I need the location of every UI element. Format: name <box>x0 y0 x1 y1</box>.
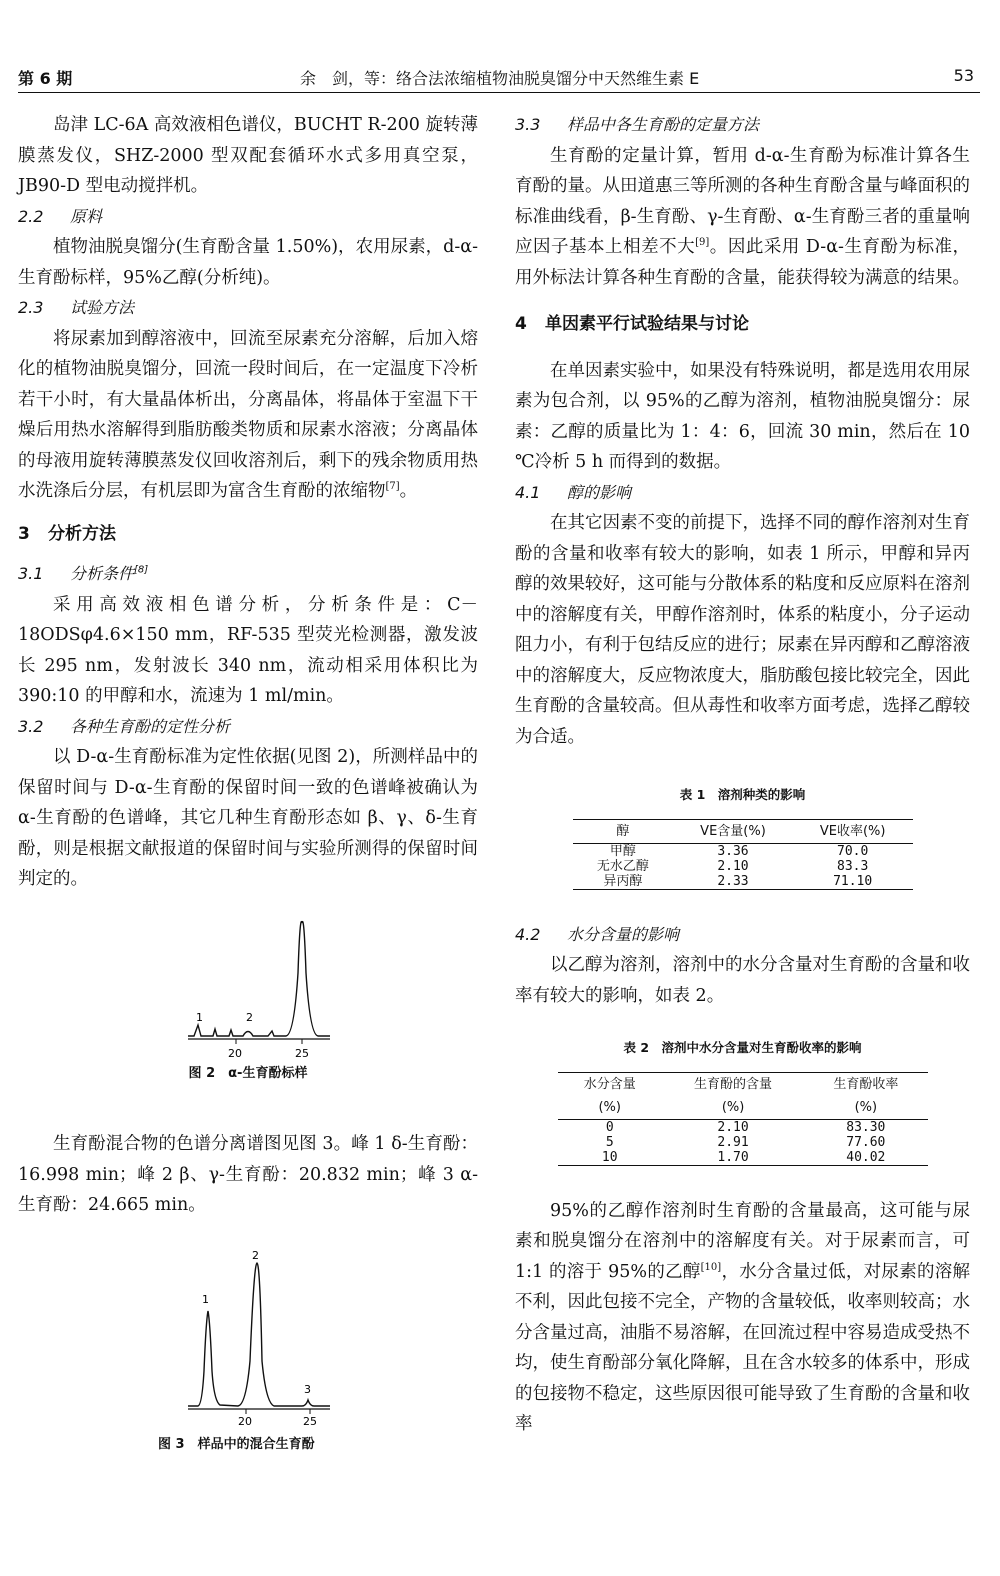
section-number: 4 <box>515 314 527 334</box>
section-number: 3.2 <box>18 716 44 736</box>
section-4-1-heading <box>515 478 970 509</box>
running-header <box>18 64 980 93</box>
section-title: 水分含量的影响 <box>567 924 680 944</box>
table-unit-cell: (%) <box>598 1099 621 1115</box>
figure-3-caption: 图 3 样品中的混合生育酚 <box>158 1436 315 1452</box>
alcohol-paragraph: 在其它因素不变的前提下，选择不同的醇作溶剂对生育酚的含量和收率有较大的影响，如表 1 所示，甲醇和异丙醇的效果较好，这可能与分散体系的粘度和反应原料在溶剂中的溶解度有关，甲醇作溶剂时，体系的粘度小，分子运动阻力小，有利于包结反应的进行；尿素在异丙醇和乙醇溶液中的溶解度大，反应物浓度大，脂肪酸包接比较完全，因此生育酚的含量较高。但从毒性和收率方面考虑，选择乙醇较为合适。 <box>515 513 970 747</box>
table-header-cell: 醇 <box>616 823 630 839</box>
section-title: 单因素平行试验结果与讨论 <box>545 314 749 334</box>
quant-text-1: 生育酚的定量计算，暂用 d-α-生育酚为标准计算各生育酚的量。从田道惠三等所测的各种生育酚含量与峰面积的标准曲线看，β-生育酚、γ-生育酚、α-生育酚三者的重量响应因子基本上相差不大 <box>515 145 970 257</box>
section-title: 分析方法 <box>48 523 116 544</box>
table-unit-cell: (%) <box>854 1099 878 1115</box>
section-title: 各种生育酚的定性分析 <box>70 716 231 736</box>
peak-label-2: 2 <box>246 1010 253 1024</box>
section-4-2-heading <box>515 920 970 951</box>
conditions-paragraph: 采用高效液相色谱分析，分析条件是：C－18ODSφ4.6×150 mm，RF-535 型荧光检测器，激发波长 295 nm，发射波长 340 nm，流动相采用体积比为 390:10 的甲醇和水，流速为 1 ml/min。 <box>18 594 478 706</box>
table-2-caption: 表 2 溶剂中水分含量对生育酚收率的影响 <box>623 1040 862 1055</box>
section-3-3-heading <box>515 110 970 141</box>
section-2-2-heading <box>18 202 478 233</box>
table-1-grid <box>573 819 913 890</box>
quantitative-paragraph <box>515 141 970 294</box>
figure-2 <box>18 913 478 1090</box>
table-cell: 2.33 <box>717 873 749 889</box>
x-tick-label: 20 <box>238 1414 252 1426</box>
table-cell: 异丙醇 <box>603 873 643 889</box>
table-header-cell: 生育酚收率 <box>833 1076 899 1092</box>
figure-2-chromatogram <box>18 913 478 1063</box>
section-title: 醇的影响 <box>567 482 632 502</box>
table-cell: 10 <box>601 1149 618 1165</box>
water-paragraph: 以乙醇为溶剂，溶剂中的水分含量对生育酚的含量和收率有较大的影响，如表 2。 <box>515 955 970 1006</box>
table-1-caption: 表 1 溶剂种类的影响 <box>679 787 806 802</box>
discussion-paragraph <box>515 1196 970 1440</box>
table-row <box>573 843 913 859</box>
table-header-cell: 水分含量 <box>583 1076 636 1092</box>
s4-intro-paragraph: 在单因素实验中，如果没有特殊说明，都是选用农用尿素为包合剂，以 95%的乙醇为溶剂，植物油脱臭馏分：尿素：乙醇的质量比为 1：4：6，回流 30 min，然后在 10 ℃冷析 5 h 而得到的数据。 <box>515 360 970 472</box>
section-number: 3.3 <box>515 115 541 134</box>
citation-ref: [8] <box>134 564 149 576</box>
section-number: 3 <box>18 523 30 544</box>
table-cell: 无水乙醇 <box>596 858 649 874</box>
instruments-paragraph: 岛津 LC-6A 高效液相色谱仪，BUCHT R-200 旋转薄膜蒸发仪，SHZ-2000 型双配套循环水式多用真空泵，JB90-D 型电动搅拌机。 <box>18 115 478 196</box>
fig3-intro-paragraph: 生育酚混合物的色谱分离谱图见图 3。峰 1 δ-生育酚：16.998 min；峰 2 β、γ-生育酚：20.832 min；峰 3 α-生育酚：24.665 min。 <box>18 1134 478 1215</box>
table-row <box>573 874 913 890</box>
left-column <box>18 110 478 1460</box>
issue-label: 第 6 期 <box>18 69 73 88</box>
figure-3-chromatogram <box>18 1251 478 1426</box>
table-cell: 2.10 <box>717 1119 749 1135</box>
section-3-1-heading <box>18 559 478 590</box>
table-header-cell: VE含量(%) <box>700 823 766 839</box>
section-3-2-heading <box>18 712 478 743</box>
table-cell: 3.36 <box>717 843 749 859</box>
section-number: 2.2 <box>18 206 44 226</box>
peak-label-1: 1 <box>196 1010 203 1024</box>
table-header-cell: 生育酚的含量 <box>694 1076 773 1092</box>
method-end: 。 <box>399 481 418 501</box>
section-2-3-heading <box>18 293 478 324</box>
peak-label-2: 2 <box>252 1250 259 1262</box>
table-cell: 2.10 <box>717 858 749 874</box>
x-tick-label: 25 <box>295 1046 309 1060</box>
section-title: 原料 <box>70 206 103 226</box>
peak-label-1: 1 <box>202 1292 209 1306</box>
table-row <box>558 1135 928 1150</box>
section-number: 4.1 <box>515 482 541 502</box>
table-cell: 2.91 <box>717 1134 749 1150</box>
figure-2-caption: 图 2 α-生育酚标样 <box>188 1065 308 1081</box>
table-1 <box>515 780 970 890</box>
x-tick-label: 20 <box>228 1046 242 1060</box>
citation-ref: [10] <box>700 1261 722 1273</box>
page-number: 53 <box>953 66 974 85</box>
section-number: 3.1 <box>18 564 44 583</box>
section-title: 试验方法 <box>70 298 135 317</box>
citation-ref: [7] <box>385 481 400 493</box>
chromatogram-trace <box>188 921 330 1035</box>
table-cell: 77.60 <box>846 1134 886 1150</box>
quant-text-2: 。因此采用 D-α-生育酚为标准，用外标法计算各种生育酚的含量，能获得较为满意的结果。 <box>515 237 971 288</box>
table-cell: 5 <box>605 1134 614 1150</box>
x-tick-label: 25 <box>303 1414 317 1426</box>
method-text: 将尿素加到醇溶液中，回流至尿素充分溶解，后加入熔化的植物油脱臭馏分，回流一段时间后，在一定温度下冷析若干小时，有大量晶体析出，分离晶体，将晶体于室温下干燥后用热水溶解得到脂肪酸类物质和尿素水溶液；分离晶体的母液用旋转薄膜蒸发仪回收溶剂后，剩下的残余物质用热水洗涤后分层，有机层即为富含生育酚的浓缩物 <box>18 328 478 501</box>
section-4-heading <box>515 309 970 340</box>
figure-3 <box>18 1251 478 1461</box>
section-number: 4.2 <box>515 924 541 944</box>
table-header-cell: VE收率(%) <box>819 823 886 839</box>
table-row <box>558 1119 928 1135</box>
qualitative-paragraph: 以 D-α-生育酚标准为定性依据(见图 2)，所测样品中的保留时间与 D-α-生育酚的保留时间一致的色谱峰被确认为 α-生育酚的色谱峰，其它几种生育酚形态如 β、γ、δ-生育酚，则是根据文献报道的保留时间与实验所测得的保留时间判定的。 <box>18 747 478 889</box>
table-cell: 甲醇 <box>609 843 636 859</box>
table-cell: 0 <box>605 1119 614 1135</box>
table-row <box>573 859 913 874</box>
materials-paragraph: 植物油脱臭馏分(生育酚含量 1.50%)，农用尿素，d-α-生育酚标样，95%乙醇(分析纯)。 <box>18 237 478 288</box>
table-cell: 1.70 <box>717 1149 749 1165</box>
table-cell: 70.0 <box>837 843 869 859</box>
section-title: 分析条件 <box>70 564 135 583</box>
discussion-text-2: ，水分含量过低，对尿素的溶解不利，因此包接不完全，产物的含量较低，收率则较高；水分含量过高，油脂不易溶解，在回流过程中容易造成受热不均，使生育酚部分氧化降解，且在含水较多的体系中，形成的包接物不稳定，这些原因很可能导致了生育酚的含量和收率 <box>515 1261 971 1434</box>
citation-ref: [9] <box>695 237 710 249</box>
section-number: 2.3 <box>18 298 44 317</box>
discussion-text-1: 95%的乙醇作溶剂时生育酚的含量最高，这可能与尿素和脱臭馏分在溶剂中的溶解度有关。对于尿素而言，可 1:1 的溶于 95%的乙醇 <box>515 1200 970 1282</box>
table-row <box>558 1150 928 1166</box>
running-title: 余 剑，等：络合法浓缩植物油脱臭馏分中天然维生素 E <box>300 69 700 88</box>
section-title: 样品中各生育酚的定量方法 <box>567 115 760 134</box>
method-paragraph <box>18 324 478 507</box>
peak-label-3: 3 <box>304 1382 311 1396</box>
table-unit-cell: (%) <box>721 1099 745 1115</box>
table-cell: 83.3 <box>837 858 869 874</box>
table-2-grid <box>558 1072 928 1166</box>
section-3-heading <box>18 519 478 550</box>
right-column <box>515 110 970 1440</box>
table-2 <box>515 1033 970 1166</box>
table-cell: 83.30 <box>846 1119 886 1135</box>
table-cell: 40.02 <box>846 1149 886 1165</box>
table-cell: 71.10 <box>833 873 873 889</box>
